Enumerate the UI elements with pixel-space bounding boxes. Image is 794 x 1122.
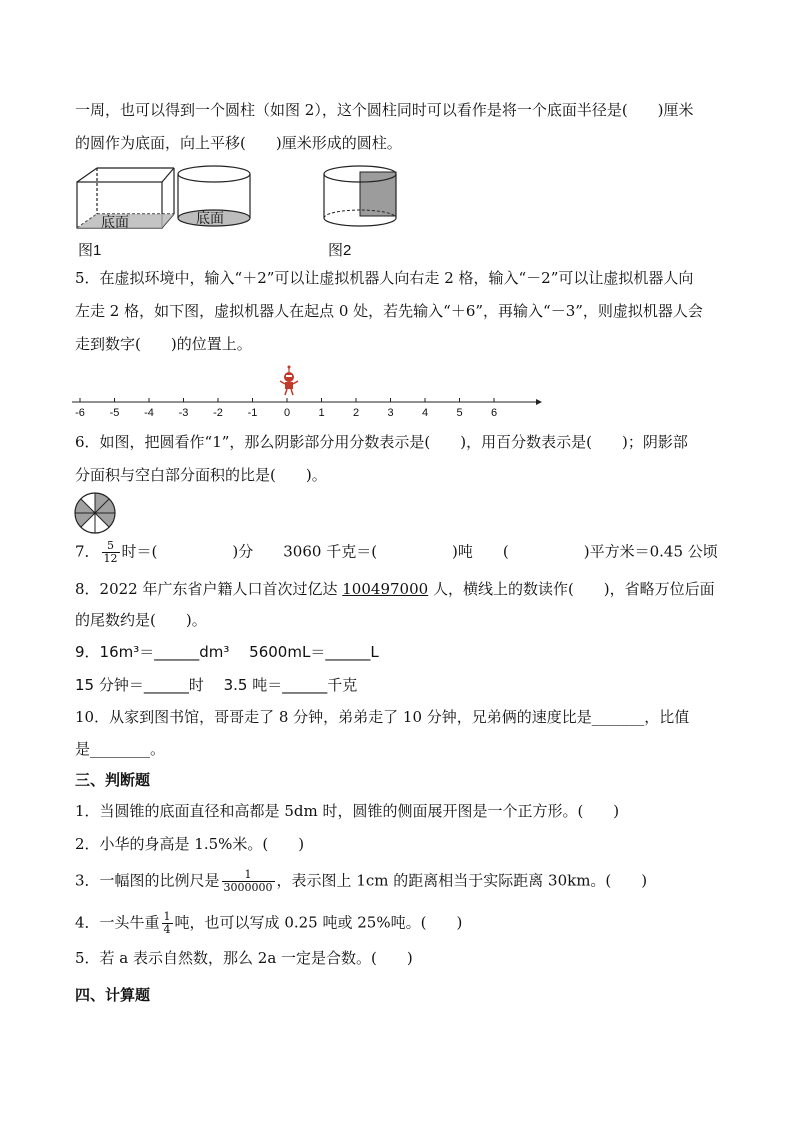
judge-4 <box>75 911 462 936</box>
tick-label: 5 <box>456 407 463 419</box>
circle-figure <box>72 490 118 536</box>
cylinder-1-base-label: 底面 <box>196 210 224 226</box>
q7-frac-den: 12 <box>103 552 118 565</box>
tick-label: -2 <box>213 407 223 419</box>
cylinder-2 <box>324 166 396 226</box>
judge-2: 2．小华的身高是 1.5%米。( ) <box>75 835 305 853</box>
robot-icon <box>280 366 298 396</box>
q8-before: 8．2022 年广东省户籍人口首次过亿达 <box>75 580 343 598</box>
fig2-caption: 图2 <box>328 242 352 259</box>
fig1-caption: 图1 <box>78 242 102 259</box>
tick-label: -4 <box>144 407 154 419</box>
section-3-title: 三、判断题 <box>75 771 151 789</box>
q10-line-1: 10．从家到图书馆，哥哥走了 8 分钟，弟弟走了 10 分钟，兄弟俩的速度比是_______，比值 <box>75 708 690 726</box>
q7-line <box>75 540 718 565</box>
section-4-title: 四、计算题 <box>75 986 151 1004</box>
judge-4-before: 4．一头牛重 <box>75 913 160 932</box>
q6-line-1: 6．如图，把圆看作“1”，那么阴影部分用分数表示是( )，用百分数表示是( )；阴影部 <box>75 433 688 451</box>
q9-line-2: 15 分钟＝______时 3.5 吨＝______千克 <box>75 676 358 694</box>
fig1-base-label: 底面 <box>101 214 129 230</box>
q5-line-1: 5．在虚拟环境中，输入“＋2”可以让虚拟机器人向右走 2 格，输入“－2”可以让虚拟机器人向 <box>75 269 694 287</box>
q6-line-2: 分面积与空白部分面积的比是( )。 <box>75 466 327 484</box>
number-line <box>70 364 550 420</box>
tick-label: -3 <box>178 407 189 419</box>
q8-line-2: 的尾数约是( )。 <box>75 611 207 629</box>
tick-label: 6 <box>490 407 498 419</box>
judge-3-frac-num: 1 <box>222 869 275 882</box>
figure-box-and-cylinder <box>70 160 400 235</box>
q5-line-2: 左走 2 格，如下图，虚拟机器人在起点 0 处，若先输入“＋6”，再输入“－3”，则虚拟机器人会 <box>75 302 703 320</box>
judge-3-fraction <box>222 869 275 894</box>
tick-label: -5 <box>109 407 120 419</box>
judge-5: 5．若 a 表示自然数，那么 2a 一定是合数。( ) <box>75 949 413 967</box>
q5-line-3: 走到数字( )的位置上。 <box>75 335 252 353</box>
tick-label: 4 <box>421 407 429 419</box>
q10-line-2: 是________。 <box>75 740 166 758</box>
tick-label: -1 <box>247 407 258 419</box>
judge-1: 1．当圆锥的底面直径和高都是 5dm 时，圆锥的侧面展开图是一个正方形。( ) <box>75 802 620 820</box>
q7-frac-num: 5 <box>102 540 120 553</box>
q8-after: 人，横线上的数读作( )，省略万位后面 <box>428 580 715 598</box>
judge-3 <box>75 869 647 894</box>
q7-text: 时＝( )分 3060 千克＝( )吨 ( )平方米＝0.45 公顷 <box>121 542 718 561</box>
q9-line-1: 9．16m³＝______dm³ 5600mL＝______L <box>75 643 379 661</box>
tick-label: 1 <box>318 407 325 419</box>
judge-3-frac-den: 3000000 <box>223 881 273 894</box>
tick-label: 2 <box>352 407 360 419</box>
q8-line-1 <box>75 579 715 599</box>
judge-4-frac-num: 1 <box>163 910 171 923</box>
judge-4-fraction <box>162 911 173 936</box>
judge-3-before: 3．一幅图的比例尺是 <box>75 871 220 890</box>
q7-fraction <box>102 540 120 565</box>
q4-line-1: 一周，也可以得到一个圆柱（如图 2），这个圆柱同时可以看作是将一个底面半径是( )厘米 <box>75 101 694 119</box>
judge-3-after: ，表示图上 1cm 的距离相当于实际距离 30km。( ) <box>276 871 648 890</box>
q4-line-2: 的圆作为底面，向上平移( )厘米形成的圆柱。 <box>75 134 402 152</box>
tick-label: 0 <box>283 407 291 419</box>
tick-label: -6 <box>75 407 85 419</box>
q7-prefix: 7． <box>75 542 100 561</box>
q8-underlined-number: 100497000 <box>342 580 429 598</box>
judge-4-after: 吨，也可以写成 0.25 吨或 25%吨。( ) <box>174 913 463 932</box>
tick-label: 3 <box>387 407 394 419</box>
judge-4-frac-den: 4 <box>163 923 171 936</box>
